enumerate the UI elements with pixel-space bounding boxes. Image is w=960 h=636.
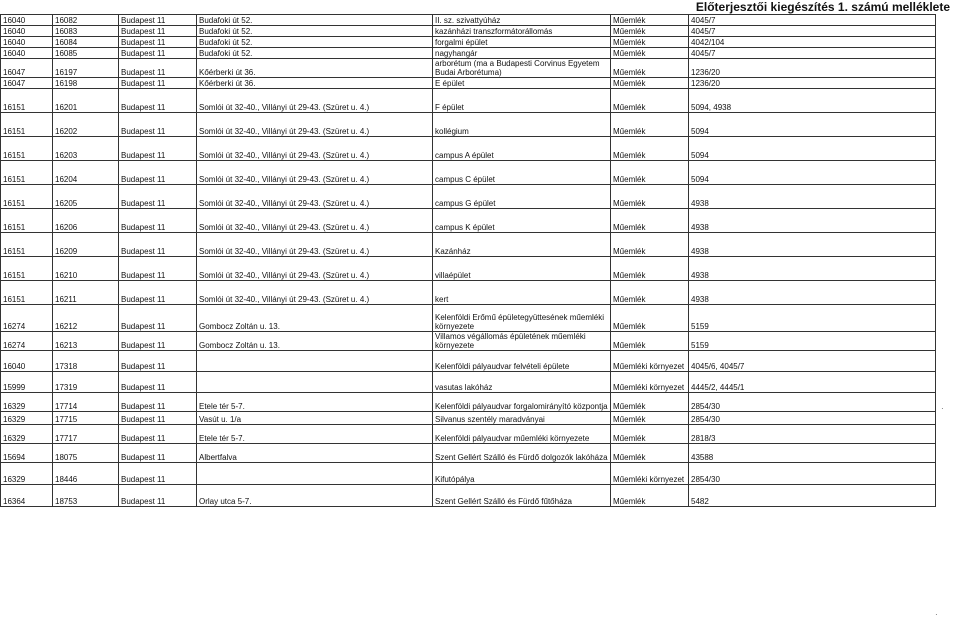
- cell-c2: 16205: [53, 185, 119, 209]
- cell-c1: 16274: [1, 332, 53, 351]
- cell-c3: Budapest 11: [119, 281, 197, 305]
- cell-c5: kert: [433, 281, 611, 305]
- cell-c1: 15999: [1, 372, 53, 393]
- cell-c4: Gombocz Zoltán u. 13.: [197, 332, 433, 351]
- cell-c6: Műemlék: [611, 412, 689, 425]
- cell-c5: Kelenföldi pályaudvar felvételi épülete: [433, 351, 611, 372]
- cell-c5: F épület: [433, 89, 611, 113]
- cell-c6: Műemlék: [611, 161, 689, 185]
- cell-c1: 16329: [1, 463, 53, 485]
- cell-c6: Műemlék: [611, 209, 689, 233]
- cell-c1: 16151: [1, 113, 53, 137]
- cell-c4: Gombocz Zoltán u. 13.: [197, 305, 433, 332]
- cell-c6: Műemlék: [611, 444, 689, 463]
- cell-c4: Budafoki út 52.: [197, 26, 433, 37]
- cell-c2: 17318: [53, 351, 119, 372]
- cell-c6: Műemlék: [611, 257, 689, 281]
- cell-c3: Budapest 11: [119, 412, 197, 425]
- cell-c5: Villamos végállomás épületének műemléki környezete: [433, 332, 611, 351]
- cell-c2: 18075: [53, 444, 119, 463]
- cell-c6: Műemlék: [611, 393, 689, 412]
- cell-c6: Műemléki környezet: [611, 351, 689, 372]
- cell-c3: Budapest 11: [119, 89, 197, 113]
- cell-c6: Műemlék: [611, 281, 689, 305]
- cell-c7: 5094, 4938: [689, 89, 936, 113]
- cell-c3: Budapest 11: [119, 15, 197, 26]
- table-row: [1, 137, 936, 161]
- cell-c3: Budapest 11: [119, 161, 197, 185]
- table-row: [1, 113, 936, 137]
- cell-c7: 4045/7: [689, 48, 936, 59]
- cell-c4: Somlói út 32-40., Villányi út 29-43. (Szüret u. 4.): [197, 257, 433, 281]
- cell-c7: 4045/7: [689, 26, 936, 37]
- cell-c7: 4938: [689, 233, 936, 257]
- cell-c3: Budapest 11: [119, 305, 197, 332]
- table-row: [1, 281, 936, 305]
- cell-c4: Somlói út 32-40., Villányi út 29-43. (Szüret u. 4.): [197, 89, 433, 113]
- cell-c3: Budapest 11: [119, 209, 197, 233]
- cell-c1: 16151: [1, 281, 53, 305]
- cell-c4: Somlói út 32-40., Villányi út 29-43. (Szüret u. 4.): [197, 281, 433, 305]
- cell-c4: [197, 372, 433, 393]
- cell-c7: 4042/104: [689, 37, 936, 48]
- cell-c2: 18753: [53, 485, 119, 507]
- cell-c2: 16198: [53, 78, 119, 89]
- cell-c2: 16197: [53, 59, 119, 78]
- cell-c5: arborétum (ma a Budapesti Corvinus Egyetem Budai Arborétuma): [433, 59, 611, 78]
- cell-c5: nagyhangár: [433, 48, 611, 59]
- table-row: [1, 233, 936, 257]
- cell-c6: Műemlék: [611, 78, 689, 89]
- cell-c5: Kifutópálya: [433, 463, 611, 485]
- cell-c7: 1236/20: [689, 78, 936, 89]
- cell-c4: Etele tér 5-7.: [197, 425, 433, 444]
- cell-c7: 4938: [689, 209, 936, 233]
- table-row: [1, 444, 936, 463]
- table-body: [1, 15, 936, 507]
- cell-c3: Budapest 11: [119, 113, 197, 137]
- cell-c2: 18446: [53, 463, 119, 485]
- cell-c6: Műemlék: [611, 185, 689, 209]
- table-row: [1, 15, 936, 26]
- cell-c5: Silvanus szentély maradványai: [433, 412, 611, 425]
- cell-c5: campus C épület: [433, 161, 611, 185]
- cell-c2: 16084: [53, 37, 119, 48]
- cell-c7: 2854/30: [689, 463, 936, 485]
- cell-c2: 17714: [53, 393, 119, 412]
- cell-c1: 16047: [1, 59, 53, 78]
- cell-c4: Orlay utca 5-7.: [197, 485, 433, 507]
- cell-c5: vasutas lakóház: [433, 372, 611, 393]
- cell-c7: 2818/3: [689, 425, 936, 444]
- cell-c1: 16040: [1, 26, 53, 37]
- cell-c2: 16085: [53, 48, 119, 59]
- table-row: [1, 209, 936, 233]
- cell-c3: Budapest 11: [119, 372, 197, 393]
- cell-c4: Kőérberki út 36.: [197, 59, 433, 78]
- scan-speck: ·: [941, 404, 944, 413]
- cell-c6: Műemlék: [611, 137, 689, 161]
- cell-c6: Műemlék: [611, 425, 689, 444]
- cell-c1: 16151: [1, 161, 53, 185]
- cell-c2: 17319: [53, 372, 119, 393]
- heritage-table: [0, 14, 936, 507]
- cell-c1: 16151: [1, 209, 53, 233]
- cell-c2: 16204: [53, 161, 119, 185]
- cell-c4: [197, 351, 433, 372]
- cell-c2: 16202: [53, 113, 119, 137]
- cell-c5: Kelenföldi Erőmű épületegyüttesének műemléki környezete: [433, 305, 611, 332]
- table-row: [1, 161, 936, 185]
- table-row: [1, 412, 936, 425]
- table-row: [1, 463, 936, 485]
- cell-c1: 16329: [1, 425, 53, 444]
- cell-c6: Műemlék: [611, 26, 689, 37]
- cell-c7: 5159: [689, 332, 936, 351]
- cell-c7: 5094: [689, 161, 936, 185]
- cell-c2: 16082: [53, 15, 119, 26]
- cell-c3: Budapest 11: [119, 257, 197, 281]
- cell-c3: Budapest 11: [119, 26, 197, 37]
- table-row: [1, 372, 936, 393]
- cell-c7: 2854/30: [689, 412, 936, 425]
- cell-c7: 4938: [689, 281, 936, 305]
- cell-c5: campus A épület: [433, 137, 611, 161]
- cell-c3: Budapest 11: [119, 425, 197, 444]
- cell-c6: Műemlék: [611, 485, 689, 507]
- cell-c1: 16040: [1, 48, 53, 59]
- cell-c6: Műemlék: [611, 89, 689, 113]
- cell-c5: kazánházi transzformátorállomás: [433, 26, 611, 37]
- cell-c3: Budapest 11: [119, 185, 197, 209]
- cell-c2: 16211: [53, 281, 119, 305]
- cell-c5: kollégium: [433, 113, 611, 137]
- cell-c7: 2854/30: [689, 393, 936, 412]
- cell-c7: 4045/7: [689, 15, 936, 26]
- cell-c6: Műemlék: [611, 48, 689, 59]
- cell-c2: 16210: [53, 257, 119, 281]
- cell-c5: Kazánház: [433, 233, 611, 257]
- cell-c5: forgalmi épület: [433, 37, 611, 48]
- cell-c7: 5094: [689, 113, 936, 137]
- table-row: [1, 393, 936, 412]
- table-row: [1, 485, 936, 507]
- cell-c7: 43588: [689, 444, 936, 463]
- cell-c7: 4445/2, 4445/1: [689, 372, 936, 393]
- cell-c4: Budafoki út 52.: [197, 48, 433, 59]
- cell-c2: 16209: [53, 233, 119, 257]
- cell-c1: 16329: [1, 393, 53, 412]
- cell-c3: Budapest 11: [119, 485, 197, 507]
- cell-c3: Budapest 11: [119, 463, 197, 485]
- cell-c4: Vasút u. 1/a: [197, 412, 433, 425]
- cell-c1: 16364: [1, 485, 53, 507]
- cell-c5: E épület: [433, 78, 611, 89]
- cell-c3: Budapest 11: [119, 78, 197, 89]
- cell-c4: Somlói út 32-40., Villányi út 29-43. (Szüret u. 4.): [197, 233, 433, 257]
- table-row: [1, 78, 936, 89]
- cell-c2: 17715: [53, 412, 119, 425]
- cell-c1: 16040: [1, 37, 53, 48]
- cell-c7: 5482: [689, 485, 936, 507]
- cell-c2: 16083: [53, 26, 119, 37]
- heritage-table-wrap: [0, 14, 935, 507]
- cell-c6: Műemlék: [611, 15, 689, 26]
- cell-c4: Somlói út 32-40., Villányi út 29-43. (Szüret u. 4.): [197, 185, 433, 209]
- cell-c2: 16213: [53, 332, 119, 351]
- cell-c1: 16047: [1, 78, 53, 89]
- cell-c3: Budapest 11: [119, 332, 197, 351]
- table-row: [1, 48, 936, 59]
- cell-c6: Műemlék: [611, 37, 689, 48]
- cell-c6: Műemlék: [611, 305, 689, 332]
- cell-c6: Műemléki környezet: [611, 372, 689, 393]
- table-row: [1, 257, 936, 281]
- cell-c3: Budapest 11: [119, 137, 197, 161]
- cell-c3: Budapest 11: [119, 393, 197, 412]
- cell-c4: Albertfalva: [197, 444, 433, 463]
- cell-c1: 16040: [1, 15, 53, 26]
- cell-c6: Műemléki környezet: [611, 463, 689, 485]
- table-row: [1, 185, 936, 209]
- cell-c7: 4938: [689, 185, 936, 209]
- cell-c2: 17717: [53, 425, 119, 444]
- cell-c4: Somlói út 32-40., Villányi út 29-43. (Szüret u. 4.): [197, 113, 433, 137]
- cell-c2: 16212: [53, 305, 119, 332]
- table-row: [1, 351, 936, 372]
- cell-c5: Szent Gellért Szálló és Fürdő fűtőháza: [433, 485, 611, 507]
- cell-c3: Budapest 11: [119, 444, 197, 463]
- cell-c3: Budapest 11: [119, 233, 197, 257]
- cell-c7: 4938: [689, 257, 936, 281]
- table-row: [1, 26, 936, 37]
- cell-c3: Budapest 11: [119, 351, 197, 372]
- table-row: [1, 332, 936, 351]
- cell-c1: 16274: [1, 305, 53, 332]
- cell-c1: 16151: [1, 257, 53, 281]
- table-row: [1, 59, 936, 78]
- cell-c5: campus G épület: [433, 185, 611, 209]
- cell-c5: Kelenföldi pályaudvar műemléki környezete: [433, 425, 611, 444]
- cell-c4: Budafoki út 52.: [197, 15, 433, 26]
- cell-c2: 16201: [53, 89, 119, 113]
- cell-c1: 16151: [1, 89, 53, 113]
- cell-c1: 16151: [1, 137, 53, 161]
- scan-speck: ·: [935, 610, 938, 619]
- cell-c5: Szent Gellért Szálló és Fürdő dolgozók lakóháza: [433, 444, 611, 463]
- cell-c3: Budapest 11: [119, 37, 197, 48]
- cell-c1: 16151: [1, 185, 53, 209]
- cell-c3: Budapest 11: [119, 59, 197, 78]
- cell-c5: villaépület: [433, 257, 611, 281]
- cell-c1: 16329: [1, 412, 53, 425]
- cell-c6: Műemlék: [611, 113, 689, 137]
- cell-c7: 5094: [689, 137, 936, 161]
- cell-c3: Budapest 11: [119, 48, 197, 59]
- cell-c4: Budafoki út 52.: [197, 37, 433, 48]
- table-row: [1, 37, 936, 48]
- cell-c4: Somlói út 32-40., Villányi út 29-43. (Szüret u. 4.): [197, 137, 433, 161]
- cell-c6: Műemlék: [611, 332, 689, 351]
- cell-c7: 1236/20: [689, 59, 936, 78]
- cell-c1: 16040: [1, 351, 53, 372]
- cell-c4: Somlói út 32-40., Villányi út 29-43. (Szüret u. 4.): [197, 161, 433, 185]
- cell-c4: Etele tér 5-7.: [197, 393, 433, 412]
- cell-c7: 4045/6, 4045/7: [689, 351, 936, 372]
- table-row: [1, 305, 936, 332]
- cell-c6: Műemlék: [611, 59, 689, 78]
- cell-c1: 16151: [1, 233, 53, 257]
- table-row: [1, 425, 936, 444]
- cell-c4: Kőérberki út 36.: [197, 78, 433, 89]
- cell-c2: 16203: [53, 137, 119, 161]
- cell-c5: campus K épület: [433, 209, 611, 233]
- cell-c6: Műemlék: [611, 233, 689, 257]
- page-header-title: Előterjesztői kiegészítés 1. számú melléklete: [695, 0, 950, 14]
- cell-c5: II. sz. szivattyúház: [433, 15, 611, 26]
- cell-c4: Somlói út 32-40., Villányi út 29-43. (Szüret u. 4.): [197, 209, 433, 233]
- cell-c4: [197, 463, 433, 485]
- cell-c1: 15694: [1, 444, 53, 463]
- table-row: [1, 89, 936, 113]
- cell-c7: 5159: [689, 305, 936, 332]
- cell-c5: Kelenföldi pályaudvar forgalomirányító központja: [433, 393, 611, 412]
- cell-c2: 16206: [53, 209, 119, 233]
